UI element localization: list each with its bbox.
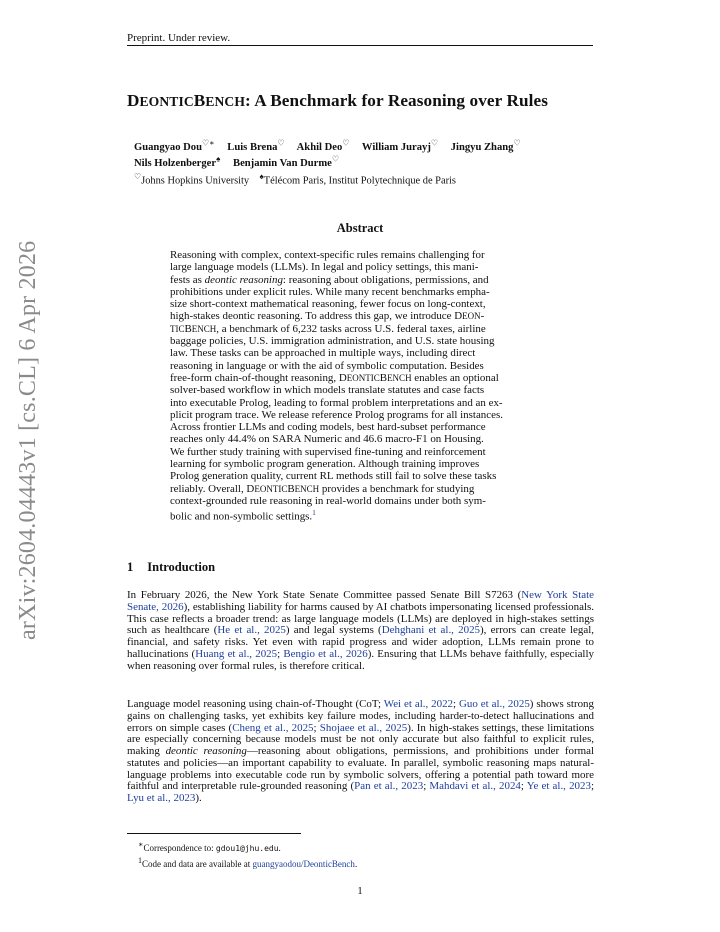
repository-link[interactable]: guangyaodou/DeonticBench — [252, 859, 355, 869]
abstract-line: plicit program trace. We release reference Prolog programs for all instances. — [170, 408, 503, 421]
citation-link[interactable]: He et al., 2025 — [217, 624, 286, 637]
author-mark: ♠ — [216, 154, 221, 163]
abstract-line — [170, 323, 553, 335]
author — [296, 138, 350, 153]
footnote-code — [138, 855, 357, 870]
footnote-mark: 1 — [138, 856, 142, 865]
abstract-line: learning for symbolic program generation. Although training improves — [170, 458, 480, 471]
paragraph-text: ). Ensuring that LLMs behave faithfully, especially when reasoning over formal rules, is therefore critical. — [127, 647, 594, 672]
affiliation: Télécom Paris, Institut Polytechnique de Paris — [263, 175, 456, 187]
abstract-line: Across frontier LLMs and coding models, best hard-subset performance — [170, 421, 486, 434]
section-title: Introduction — [147, 560, 216, 574]
paper-title — [127, 91, 607, 111]
abstract-line: size short-context mathematical reasoning, fewer focus on long-context, — [170, 298, 486, 311]
footnote-mark: ∗ — [138, 840, 144, 849]
citation-link[interactable]: Guo et al., 2025 — [459, 698, 530, 710]
author-name: Benjamin Van Durme — [233, 157, 332, 169]
abstract-line: reasoning in language or with the aid of symbolic computation. Besides — [170, 359, 484, 372]
author — [134, 154, 221, 169]
footnote-correspondence — [138, 839, 357, 855]
author — [361, 138, 439, 153]
author — [227, 138, 285, 153]
abstract-text: provides a benchmark for studying — [321, 482, 475, 495]
author — [134, 138, 215, 153]
abstract-smallcaps: TIC — [170, 323, 185, 334]
abstract-smallcaps: EON — [346, 372, 366, 383]
citation-link[interactable]: Dehghani et al., 2025 — [381, 624, 481, 637]
abstract-text: B — [287, 482, 295, 495]
intro-paragraph-2 — [127, 699, 594, 805]
running-header: Preprint. Under review. — [127, 32, 231, 44]
paragraph-text: —reasoning about obligations, permissions, and prohibitions under formal statutes and policies—an important capability to evaluate. In parallel, symbolic reasoning maps natural-language problems into executable code run by symbolic solvers, offering a potential path toward more faithful and interpretable rule-grounded reasoning ( — [127, 745, 594, 793]
author-mark: ♡∗ — [202, 138, 215, 147]
author-name: Jingyu Zhang — [450, 141, 514, 153]
abstract-line: large language models (LLMs). In legal and policy settings, this mani- — [170, 261, 479, 274]
paragraph-emphasis: deontic reasoning — [165, 745, 247, 757]
paragraph-text: ; — [590, 780, 594, 793]
abstract-text: reasoning about obligations, permissions, and — [288, 273, 489, 286]
abstract-line — [170, 372, 553, 384]
section-number: 1 — [127, 560, 134, 574]
abstract-body — [170, 249, 553, 523]
title-d: D — [127, 91, 140, 110]
abstract-text: bolic and non-symbolic settings. — [170, 510, 313, 523]
author-name: Nils Holzenberger — [134, 157, 217, 169]
abstract-line: context-grounded rule reasoning in real-world domains under both sym- — [170, 494, 486, 507]
paragraph-text: ; — [423, 780, 430, 793]
author-mark: ♡ — [342, 138, 350, 147]
author-mark: ♡ — [277, 138, 285, 147]
abstract-text: B — [379, 371, 388, 384]
abstract-line: into executable Prolog, leading to formal problem interpretations and an ex- — [170, 396, 503, 409]
citation-link[interactable]: Pan et al., 2023 — [354, 780, 424, 793]
section-heading — [127, 560, 215, 575]
author-name: Guangyao Dou — [134, 141, 202, 153]
citation-link[interactable]: Cheng et al., 2025 — [232, 721, 314, 734]
header-rule — [127, 45, 593, 46]
affiliation-mark: ♠ — [259, 172, 264, 181]
abstract-line — [170, 483, 553, 495]
footnote-text: . — [278, 843, 281, 853]
footnote-rule — [127, 833, 301, 834]
citation-link[interactable]: Bengio et al., 2026 — [283, 647, 368, 660]
abstract-smallcaps: ENCH — [191, 323, 217, 334]
abstract-text: enables an optional — [414, 371, 499, 384]
citation-link[interactable]: New York State Senate, 2026 — [127, 589, 594, 613]
abstract-heading: Abstract — [336, 221, 384, 235]
author-name: William Jurayj — [361, 141, 431, 153]
paragraph-text: ) shows strong gains on challenging tasks, yet exhibits key failure modes, including harder-to-detect hallucinations and errors on simple cases ( — [127, 698, 594, 734]
author-name: Akhil Deo — [296, 141, 343, 153]
abstract-line — [170, 274, 553, 286]
abstract-line: high-stakes deontic reasoning. To address this gap, we introduce DEON- — [170, 310, 485, 323]
paragraph-text: ; — [277, 647, 284, 660]
paragraph-text: ; — [313, 721, 320, 734]
intro-paragraph-1 — [127, 590, 594, 672]
abstract-line: Reasoning with complex, context-specific rules remains challenging for — [170, 249, 485, 261]
abstract-line — [170, 507, 553, 523]
abstract-text: B — [184, 322, 192, 335]
citation-link[interactable]: Huang et al., 2025 — [195, 647, 278, 660]
paragraph-text: Language model reasoning using chain-of-Thought (CoT; — [127, 698, 384, 710]
paragraph-text: ). — [195, 792, 202, 804]
author-mark: ♡ — [331, 154, 340, 163]
abstract-text: : — [282, 273, 286, 286]
abstract-text: fests as — [170, 273, 205, 286]
paragraph-text: ) and legal systems ( — [285, 624, 382, 637]
abstract-line: prohibitions under explicit rules. While many recent benchmarks empha- — [170, 285, 490, 298]
abstract-line: reaches only 44.4% on SARA Numeric and 46.6 macro-F1 on Housing. — [170, 433, 484, 446]
abstract-line: solver-based workflow in which models translate statutes and case facts — [170, 384, 485, 397]
paragraph-text: ; — [520, 780, 527, 793]
paragraph-text: ). In high-stakes settings, these limitations are especially concerning because models must be not only accurate but also faithful to explicit rules, making — [127, 721, 594, 757]
abstract-line: Prolog generation quality, current RL methods still fail to solve these tasks — [170, 470, 497, 483]
footnote-text: Code and data are available at — [142, 859, 253, 869]
paragraph-text: ), establishing liability for harms caused by AI chatbots impersonating licensed professionals. This case reflects a broader trend: as large language models (LLMs) are deployed in high-stakes settings such as healthcare ( — [127, 600, 594, 637]
abstract-smallcaps: ENCH — [387, 372, 412, 383]
abstract-text: reliably. Overall, D — [170, 482, 255, 495]
affiliation: Johns Hopkins University — [141, 175, 250, 187]
abstract-text: free-form chain-of-thought reasoning, D — [170, 371, 347, 384]
abstract-line: baggage policies, U.S. immigration administration, and U.S. state housing — [170, 335, 495, 348]
author — [233, 154, 340, 169]
title-rest: : A Benchmark for Reasoning over Rules — [245, 91, 549, 110]
title-b: B — [193, 91, 206, 110]
author — [450, 138, 521, 153]
citation-link[interactable]: Ye et al., 2023 — [526, 780, 591, 793]
citation-link[interactable]: Mahdavi et al., 2024 — [429, 780, 521, 793]
title-ench: ENCH — [205, 94, 246, 109]
abstract-emphasis: deontic reasoning — [204, 273, 283, 286]
citation-link[interactable]: Wei et al., 2022 — [383, 698, 454, 710]
author-mark: ♡ — [513, 138, 521, 147]
abstract-text: , — [216, 322, 220, 335]
author-mark: ♡ — [430, 138, 439, 147]
abstract-smallcaps: TIC — [272, 483, 288, 494]
footnote-text: Correspondence to: — [143, 843, 216, 853]
abstract-smallcaps: EON — [462, 311, 481, 322]
arxiv-identifier[interactable]: arXiv:2604.04443v1 [cs.CL] 6 Apr 2026 — [15, 240, 41, 640]
abstract-line: law. These tasks can be approached in multiple ways, including direct — [170, 347, 476, 360]
author-name: Luis Brena — [227, 141, 278, 153]
abstract-smallcaps: TIC — [365, 372, 380, 383]
paragraph-text: ), errors can create legal, financial, and safety risks. Yet even with rapid progress and wider adoption, LLMs remain prone to hallucinations ( — [127, 624, 595, 660]
paragraph-text: In February 2026, the New York State Senate Committee passed Senate Bill S7263 ( — [127, 589, 522, 601]
footnote-text: . — [354, 859, 358, 869]
abstract-smallcaps: ENCH — [294, 483, 320, 494]
abstract-line: We further study training with supervised fine-tuning and reinforcement — [170, 445, 486, 458]
abstract-text: high-stakes deontic reasoning. To address this gap, we introduce D — [170, 310, 463, 323]
footnotes — [138, 839, 357, 870]
affiliations — [134, 172, 456, 186]
page-number: 1 — [357, 885, 363, 897]
email-link[interactable]: gdou1@jhu.edu — [215, 844, 279, 853]
citation-link[interactable]: Shojaee et al., 2025 — [319, 721, 408, 734]
abstract-smallcaps: EON — [254, 483, 273, 494]
footnote-link[interactable]: 1 — [312, 508, 316, 518]
title-eontic: EONTIC — [139, 94, 194, 109]
affiliation-mark: ♡ — [134, 172, 142, 181]
author-line-1 — [134, 138, 531, 153]
paragraph-text: ; — [453, 698, 460, 710]
abstract-text: a benchmark of 6,232 tasks across U.S. federal taxes, airline — [221, 322, 486, 335]
citation-link[interactable]: Lyu et al., 2023 — [127, 792, 196, 804]
author-line-2 — [134, 154, 349, 169]
